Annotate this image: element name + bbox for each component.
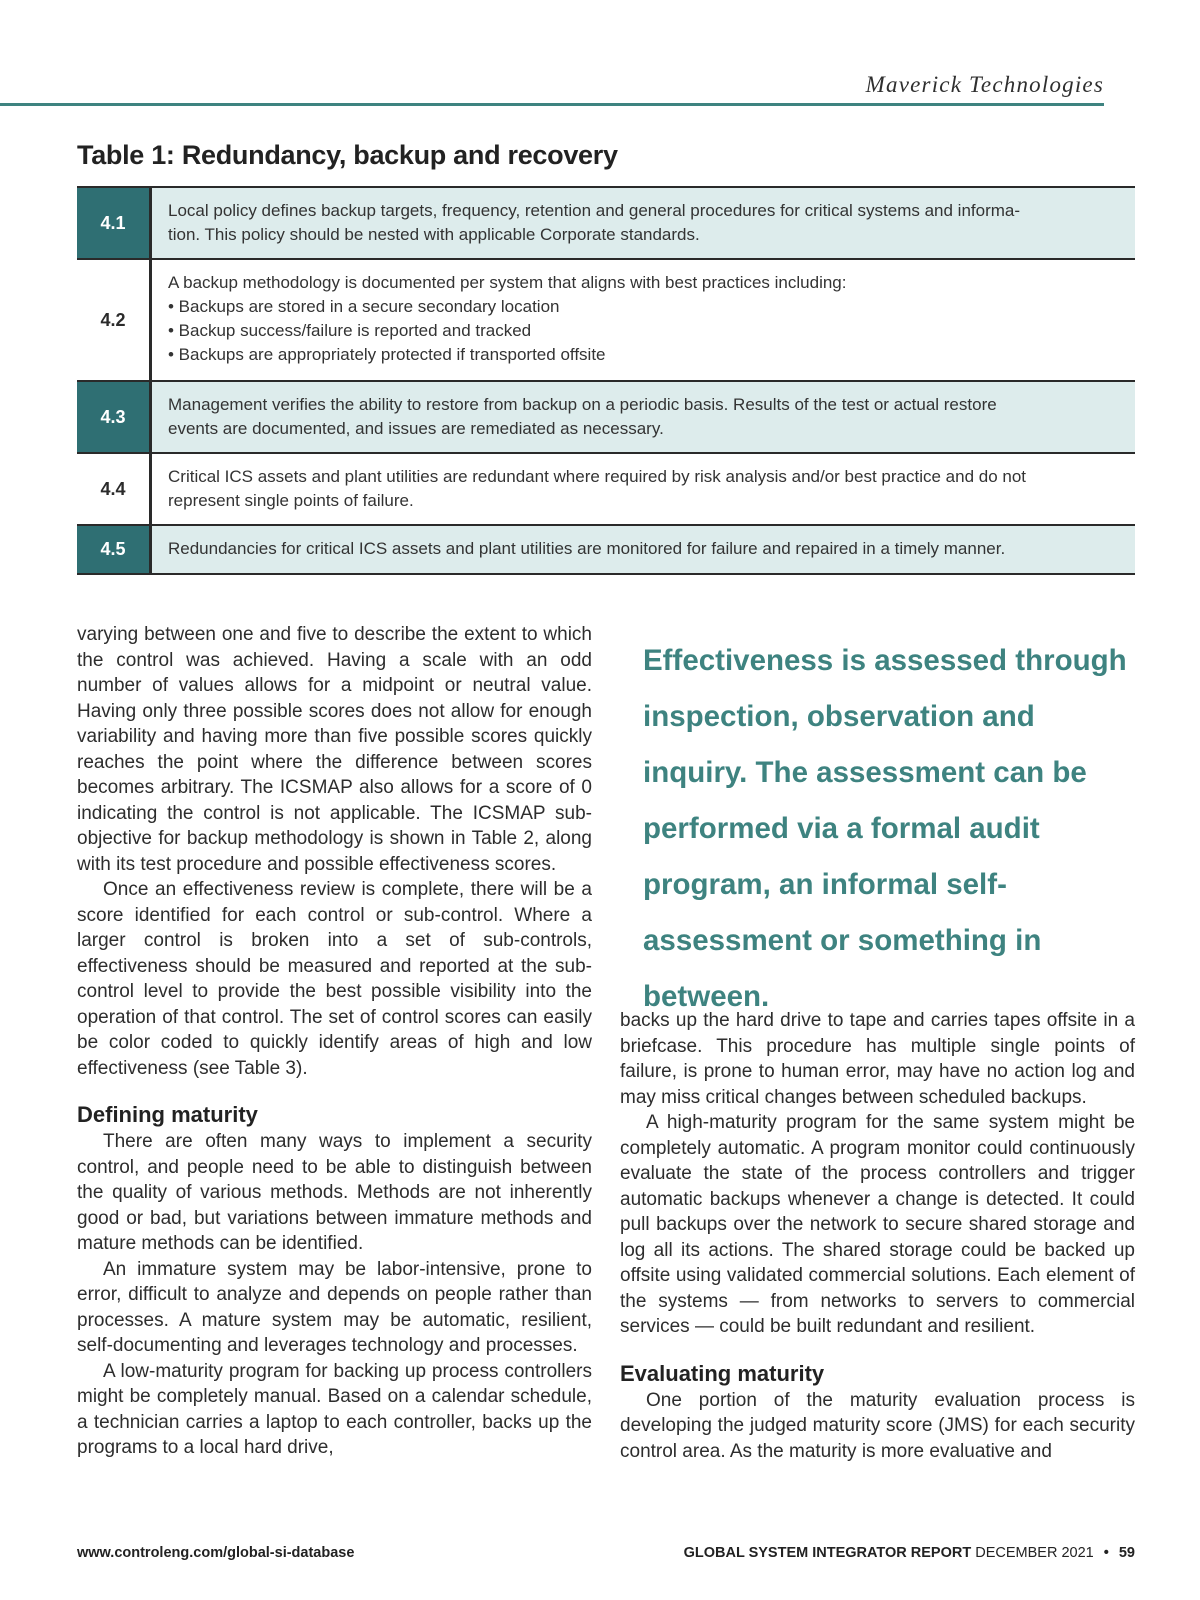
control-number: 4.4 xyxy=(77,454,152,524)
table-row xyxy=(77,260,1135,382)
control-number: 4.3 xyxy=(77,382,152,452)
footer-info xyxy=(684,1545,1135,1561)
footer-url-link[interactable]: www.controleng.com/global-si-database xyxy=(77,1545,355,1561)
paragraph: One portion of the maturity evaluation process is developing the judged maturity score (JMS) for each security control area. As the maturity is more evaluative and xyxy=(620,1389,1135,1462)
report-name: GLOBAL SYSTEM INTEGRATOR REPORT xyxy=(683,1545,972,1561)
control-number: 4.5 xyxy=(77,526,152,573)
paragraph: A high-maturity program for the same system might be completely automatic. A program monitor could continuously evaluate the state of the process controllers and trigger automatic backups whenever a change is detected. It could pull backups over the network to secure shared storage and log all its actions. The shared storage could be backed up offsite using validated commercial solutions. Each element of the systems — from networks to servers to commercial services — could be built redundant and resilient. xyxy=(620,1112,1135,1337)
table-row xyxy=(77,382,1135,454)
pull-quote: Effectiveness is assessed through inspection, observation and inquiry. The assessment can be performed via a formal audit program, an informal self-assessment or something in between. xyxy=(643,644,1127,1013)
header-rule xyxy=(0,103,1104,106)
controls-table xyxy=(77,186,1135,575)
table-row xyxy=(77,454,1135,526)
paragraph: backs up the hard drive to tape and carries tapes offsite in a briefcase. This procedure has multiple single points of failure, is prone to human error, may have no action log and may miss critical changes between scheduled backups. xyxy=(620,1010,1135,1108)
table-title: Table 1: Redundancy, backup and recovery xyxy=(77,140,618,170)
left-column xyxy=(77,622,592,1461)
control-number: 4.1 xyxy=(77,188,152,258)
table-row xyxy=(77,188,1135,260)
control-description: Local policy defines backup targets, frequency, retention and general procedures for critical systems and informa- tion. This policy should be nested with applicable Corporate standards. xyxy=(152,188,1135,258)
section-heading: Evaluating maturity xyxy=(620,1360,825,1386)
control-description: Management verifies the ability to restore from backup on a periodic basis. Results of the test or actual restore events are documented, and issues are remediated as necessary. xyxy=(152,382,1135,452)
paragraph: Once an effectiveness review is complete, there will be a score identified for each control or sub-control. Where a larger control is broken into a set of sub-controls, effectiveness should be measured and reported at the sub-control level to provide the best possible visibility into the operation of that control. The set of control scores can easily be color coded to quickly identify areas of high and low effectiveness (see Table 3). xyxy=(77,879,592,1079)
control-description: A backup methodology is documented per system that aligns with best practices including: • Backups are stored in a secure secondary location • Backup success/failure is reported and tracked • Backups are appropriately protected if transported offsite xyxy=(152,260,1135,380)
right-column xyxy=(620,1008,1135,1464)
control-description: Critical ICS assets and plant utilities are redundant where required by risk analysis and/or best practice and do not represent single points of failure. xyxy=(152,454,1135,524)
paragraph: An immature system may be labor-intensive, prone to error, difficult to analyze and depends on people rather than processes. A mature system may be automatic, resilient, self-documenting and leverages technology and processes. xyxy=(77,1258,592,1356)
section-heading: Defining maturity xyxy=(77,1102,258,1127)
control-description: Redundancies for critical ICS assets and plant utilities are monitored for failure and repaired in a timely manner. xyxy=(152,526,1135,573)
issue-date: DECEMBER 2021 xyxy=(975,1545,1094,1561)
footer-separator: • xyxy=(1103,1545,1109,1561)
publication-brand: Maverick Technologies xyxy=(865,72,1104,97)
paragraph: There are often many ways to implement a security control, and people need to be able to distinguish between the quality of various methods. Methods are not inherently good or bad, but variations between immature methods and mature methods can be identified. xyxy=(77,1131,592,1254)
paragraph: varying between one and five to describe the extent to which the control was achieved. Having a scale with an odd number of values allows for a midpoint or neutral value. Having only three possible scores does not allow for enough variability and having more than five possible scores quickly reaches the point where the difference between scores becomes arbitrary. The ICSMAP also allows for a score of 0 indicating the control is not applicable. The ICSMAP sub-objective for backup methodology is shown in Table 2, along with its test procedure and possible effectiveness scores. xyxy=(77,624,592,875)
paragraph: A low-maturity program for backing up process controllers might be completely manual. Based on a calendar schedule, a technician carries a laptop to each controller, backs up the programs to a local hard drive, xyxy=(77,1360,592,1458)
control-number: 4.2 xyxy=(77,260,152,380)
table-row xyxy=(77,526,1135,575)
page-number: 59 xyxy=(1118,1545,1135,1561)
